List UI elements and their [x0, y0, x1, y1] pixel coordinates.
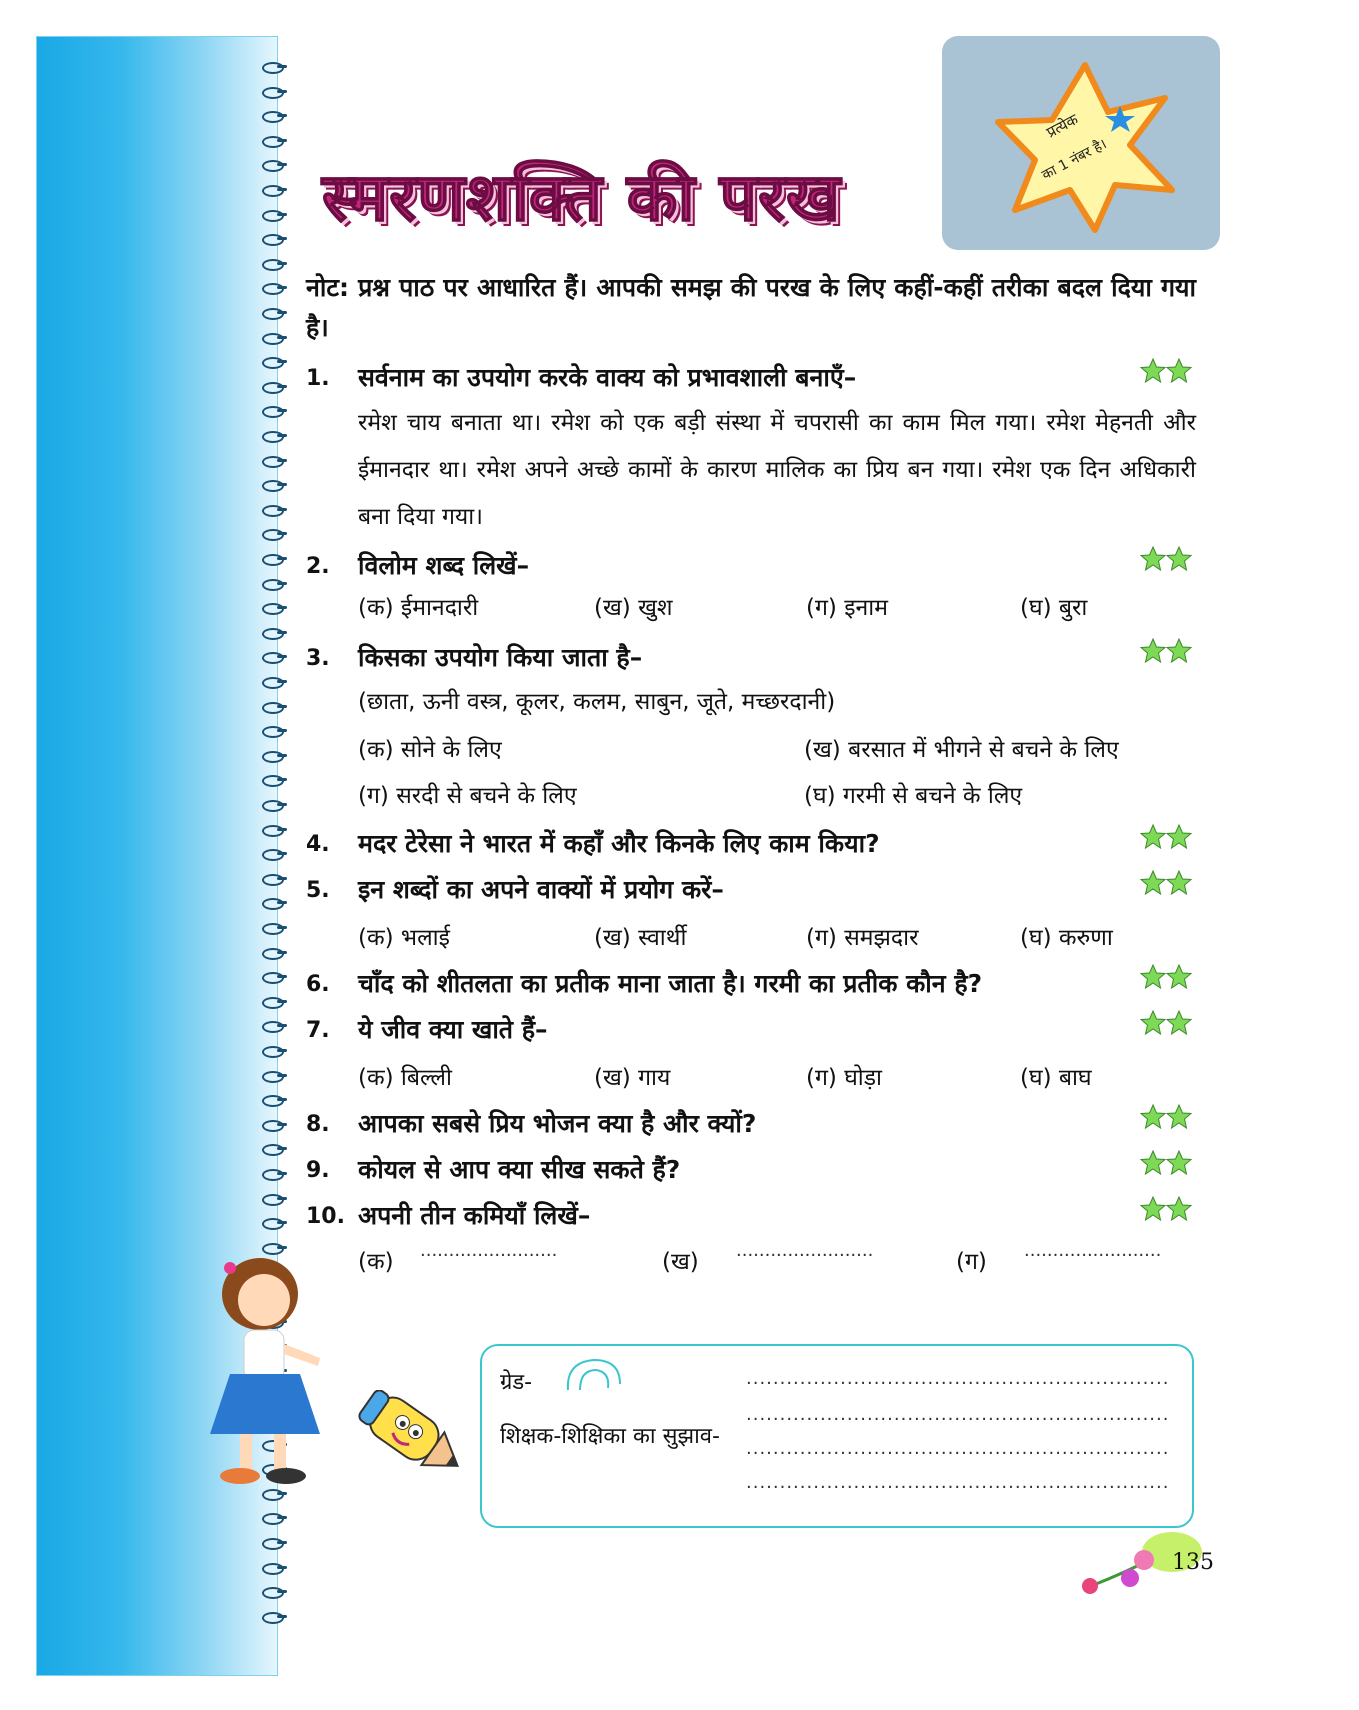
green-star-icon [1140, 824, 1166, 850]
answer-blank[interactable]: ........................ [736, 1240, 874, 1261]
question-10 [306, 1198, 1196, 1238]
q2-option: (ख) खुश [594, 595, 673, 621]
difficulty-stars-icon [1140, 1104, 1196, 1130]
green-star-icon [1140, 546, 1166, 572]
q5-option: (ख) स्वार्थी [594, 925, 687, 951]
spiral-ring [262, 136, 286, 146]
spiral-ring [262, 87, 286, 97]
q2-option: (घ) बुरा [1020, 595, 1088, 621]
spiral-ring [262, 234, 286, 244]
spiral-ring [262, 726, 286, 736]
green-star-icon [1166, 1104, 1192, 1130]
q10-option: (क) [358, 1249, 394, 1275]
answer-blank[interactable]: ........................ [1024, 1240, 1162, 1261]
difficulty-stars-icon [1140, 964, 1196, 990]
badge-line1: प्रत्येक [1043, 110, 1082, 142]
pencil-mascot-illustration [340, 1390, 470, 1500]
spiral-ring [262, 333, 286, 343]
spiral-ring [262, 579, 286, 589]
spiral-ring [262, 1218, 286, 1228]
difficulty-stars-icon [1140, 824, 1196, 850]
green-star-icon [1140, 1150, 1166, 1176]
spiral-ring [262, 1095, 286, 1105]
spiral-ring [262, 1612, 286, 1622]
question-1 [306, 360, 1196, 400]
green-star-icon [1166, 870, 1192, 896]
q10-option: (ग) [956, 1249, 987, 1275]
question-text: अपनी तीन कमियाँ लिखें– [358, 1201, 591, 1230]
difficulty-stars-icon [1140, 1150, 1196, 1176]
spiral-ring [262, 1169, 286, 1179]
spiral-ring [262, 1563, 286, 1573]
spiral-ring [262, 1513, 286, 1523]
question-number: 2. [306, 554, 330, 579]
girl-illustration [200, 1254, 350, 1494]
page-number: 135 [1172, 1550, 1214, 1575]
question-text: सर्वनाम का उपयोग करके वाक्य को प्रभावशाली बनाएँ– [358, 363, 857, 392]
suggestion-answer-line[interactable]: ............................................................... [746, 1404, 1170, 1425]
difficulty-stars-icon [1140, 358, 1196, 384]
difficulty-stars-icon [1140, 870, 1196, 896]
q7-option: (क) बिल्ली [358, 1065, 452, 1091]
question-text: किसका उपयोग किया जाता है– [358, 643, 643, 672]
q10-option: (ख) [662, 1249, 699, 1275]
spiral-ring [262, 406, 286, 416]
green-star-icon [1166, 638, 1192, 664]
question-text: चाँद को शीतलता का प्रतीक माना जाता है। गरमी का प्रतीक कौन है? [358, 969, 983, 998]
question-number: 4. [306, 832, 330, 857]
spiral-ring [262, 283, 286, 293]
spiral-ring [262, 111, 286, 121]
spiral-ring [262, 382, 286, 392]
q3-option: (ख) बरसात में भीगने से बचने के लिए [804, 737, 1119, 763]
spiral-ring [262, 1194, 286, 1204]
spiral-ring [262, 702, 286, 712]
spiral-ring [262, 529, 286, 539]
green-star-icon [1140, 1104, 1166, 1130]
spiral-ring [262, 874, 286, 884]
spiral-ring [262, 1046, 286, 1056]
green-star-icon [1140, 1196, 1166, 1222]
spiral-ring [262, 308, 286, 318]
green-star-icon [1140, 1010, 1166, 1036]
q5-option: (ग) समझदार [806, 925, 919, 951]
spiral-ring [262, 505, 286, 515]
question-number: 3. [306, 646, 330, 671]
question-7 [306, 1012, 1196, 1052]
suggestion-label: शिक्षक-शिक्षिका का सुझाव- [500, 1424, 720, 1449]
q3-option: (क) सोने के लिए [358, 737, 502, 763]
spiral-ring [262, 1587, 286, 1597]
green-star-icon [1166, 546, 1192, 572]
spiral-ring [262, 603, 286, 613]
star-badge-icon [990, 60, 1180, 235]
answer-blank[interactable]: ........................ [420, 1240, 558, 1261]
q1-paragraph: रमेश चाय बनाता था। रमेश को एक बड़ी संस्था में चपरासी का काम मिल गया। रमेश मेहनती और ईमानदार था। रमेश अपने अच्छे कामों के कारण मालिक का प्रिय बन गया। रमेश एक दिन अधिकारी बना दिया गया। [358, 410, 1196, 530]
difficulty-stars-icon [1140, 1196, 1196, 1222]
q2-option: (क) ईमानदारी [358, 595, 479, 621]
question-number: 7. [306, 1018, 330, 1043]
spiral-ring [262, 652, 286, 662]
question-4 [306, 826, 1196, 866]
spiral-ring [262, 1538, 286, 1548]
spiral-ring [262, 357, 286, 367]
q7-option: (ख) गाय [594, 1065, 671, 1091]
question-5 [306, 872, 1196, 912]
q3-items: (छाता, ऊनी वस्त्र, कूलर, कलम, साबुन, जूते, मच्छरदानी) [358, 689, 836, 715]
spiral-ring [262, 480, 286, 490]
spiral-ring [262, 849, 286, 859]
difficulty-stars-icon [1140, 546, 1196, 572]
q5-option: (घ) करुणा [1020, 925, 1113, 951]
q2-option: (ग) इनाम [806, 595, 888, 621]
difficulty-stars-icon [1140, 1010, 1196, 1036]
spiral-ring [262, 185, 286, 195]
q3-option: (घ) गरमी से बचने के लिए [804, 783, 1023, 809]
question-9 [306, 1152, 1196, 1192]
grade-label: ग्रेड- [500, 1370, 533, 1395]
spiral-ring [262, 259, 286, 269]
grade-swirl-icon [558, 1354, 628, 1400]
spiral-ring [262, 1071, 286, 1081]
spiral-ring [262, 775, 286, 785]
grade-answer-line[interactable]: ............................................................... [746, 1368, 1170, 1389]
spiral-ring [262, 160, 286, 170]
suggestion-answer-line[interactable]: ............................................................... [746, 1472, 1170, 1493]
question-2 [306, 548, 1196, 588]
question-8 [306, 1106, 1196, 1146]
green-star-icon [1166, 1010, 1192, 1036]
spiral-ring [262, 948, 286, 958]
question-text: विलोम शब्द लिखें– [358, 551, 530, 580]
spiral-ring [262, 825, 286, 835]
spiral-ring [262, 800, 286, 810]
spiral-ring [262, 628, 286, 638]
green-star-icon [1140, 358, 1166, 384]
green-star-icon [1140, 870, 1166, 896]
question-text: कोयल से आप क्या सीख सकते हैं? [358, 1155, 681, 1184]
q7-option: (ग) घोड़ा [806, 1065, 883, 1091]
question-text: इन शब्दों का अपने वाक्यों में प्रयोग करें– [358, 875, 724, 904]
difficulty-stars-icon [1140, 638, 1196, 664]
q7-option: (घ) बाघ [1020, 1065, 1092, 1091]
spiral-ring [262, 1120, 286, 1130]
badge-line2: का 1 नंबर है। [1039, 136, 1110, 184]
question-6 [306, 966, 1196, 1006]
question-number: 10. [306, 1204, 345, 1229]
spiral-ring [262, 1021, 286, 1031]
question-number: 5. [306, 878, 330, 903]
q5-option: (क) भलाई [358, 925, 450, 951]
spiral-ring [262, 677, 286, 687]
question-number: 8. [306, 1112, 330, 1137]
spiral-ring [262, 923, 286, 933]
spiral-ring [262, 997, 286, 1007]
green-star-icon [1140, 964, 1166, 990]
spiral-ring [262, 751, 286, 761]
spiral-ring [262, 431, 286, 441]
question-3 [306, 640, 1196, 680]
question-number: 6. [306, 972, 330, 997]
green-star-icon [1166, 1196, 1192, 1222]
question-number: 9. [306, 1158, 330, 1183]
suggestion-answer-line[interactable]: ............................................................... [746, 1438, 1170, 1459]
green-star-icon [1166, 358, 1192, 384]
green-star-icon [1166, 1150, 1192, 1176]
question-text: ये जीव क्या खाते हैं– [358, 1015, 548, 1044]
spiral-ring [262, 898, 286, 908]
spiral-ring [262, 1243, 286, 1253]
q3-option: (ग) सरदी से बचने के लिए [358, 783, 577, 809]
spiral-ring [262, 210, 286, 220]
spiral-ring [262, 554, 286, 564]
spiral-ring [262, 62, 286, 72]
green-star-icon [1166, 964, 1192, 990]
question-text: आपका सबसे प्रिय भोजन क्या है और क्यों? [358, 1109, 757, 1138]
question-text: मदर टेरेसा ने भारत में कहाँ और किनके लिए काम किया? [358, 829, 880, 858]
note-text: नोट: प्रश्न पाठ पर आधारित हैं। आपकी समझ की परख के लिए कहीं-कहीं तरीका बदल दिया गया है। [306, 273, 1196, 342]
question-number: 1. [306, 366, 330, 391]
green-star-icon [1166, 824, 1192, 850]
page-title: स्मरणशक्ति की परख [322, 158, 842, 236]
spiral-ring [262, 1144, 286, 1154]
spiral-ring [262, 456, 286, 466]
green-star-icon [1140, 638, 1166, 664]
grade-box [480, 1344, 1194, 1528]
spiral-ring [262, 972, 286, 982]
